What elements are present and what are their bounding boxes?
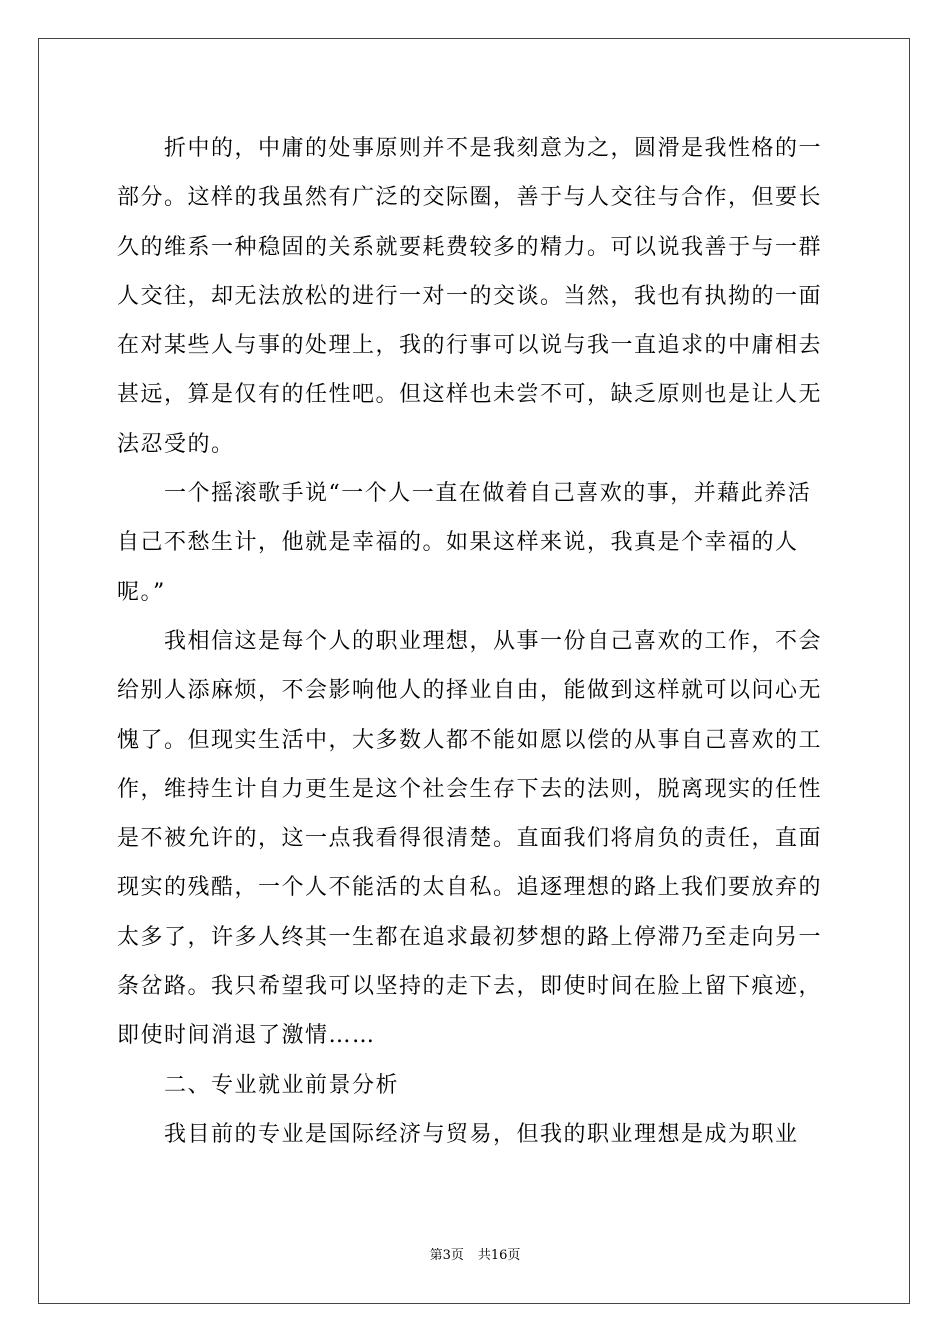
text-line: 人交往，却无法放松的进行一对一的交谈。当然，我也有执拗的一面 [117,283,823,309]
text-line: 现实的残酷，一个人不能活的太自私。追逐理想的路上我们要放弃的 [117,875,823,901]
page-total: 共16页 [477,1248,521,1263]
document-body [117,124,835,1159]
text-line: 甚远，算是仅有的任性吧。但这样也未尝不可，缺乏原则也是让人无 [117,382,823,408]
page-number: 第3页 [429,1248,464,1263]
section-heading: 二、专业就业前景分析 [164,1072,400,1098]
text-line: 折中的，中庸的处事原则并不是我刻意为之，圆滑是我性格的一 [164,136,823,161]
text-line: 愧了。但现实生活中，大多数人都不能如愿以偿的从事自己喜欢的工 [117,727,823,753]
text-line: 是不被允许的，这一点我看得很清楚。直面我们将肩负的责任，直面 [117,826,823,852]
text-line: 条岔路。我只希望我可以坚持的走下去，即使时间在脸上留下痕迹， [117,974,823,1000]
text-line: 久的维系一种稳固的关系就要耗费较多的精力。可以说我善于与一群 [117,234,823,260]
text-line: 法忍受的。 [117,431,235,457]
text-line: 给别人添麻烦，不会影响他人的择业自由，能做到这样就可以问心无 [117,678,823,704]
text-line: 部分。这样的我虽然有广泛的交际圈，善于与人交往与合作，但要长 [117,185,823,211]
text-line: 在对某些人与事的处理上，我的行事可以说与我一直追求的中庸相去 [117,333,823,359]
text-line: 一个摇滚歌手说“一个人一直在做着自己喜欢的事，并藉此养活 [164,481,812,507]
text-line: 我相信这是每个人的职业理想，从事一份自己喜欢的工作，不会 [164,628,823,654]
text-line: 即使时间消退了激情…… [117,1023,376,1049]
text-line: 呢。” [117,579,166,605]
text-line: 自己不愁生计，他就是幸福的。如果这样来说，我真是个幸福的人 [117,530,799,556]
text-line: 太多了，许多人终其一生都在追求最初梦想的路上停滞乃至走向另一 [117,924,823,950]
text-line: 作，维持生计自力更生是这个社会生存下去的法则，脱离现实的任性 [117,776,823,802]
text-line: 我目前的专业是国际经济与贸易，但我的职业理想是成为职业 [164,1121,799,1147]
page-footer [0,1247,950,1265]
